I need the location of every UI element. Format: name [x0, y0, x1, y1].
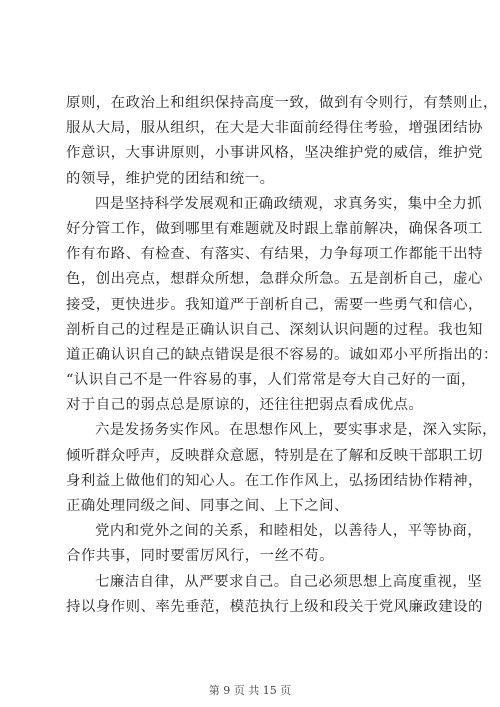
text-line: 六是发扬务实作风。在思想作风上，要实事求是，深入实际， [95, 422, 498, 439]
text-line: 道正确认识自己的缺点错误是很不容易的。诚如邓小平所指出的： [66, 346, 498, 363]
text-line: 作有布路、有检查、有落实、有结果，力争每项工作都能干出特 [66, 246, 483, 263]
text-line: 原则，在政治上和组织保持高度一致，做到有令则行，有禁则止， [66, 95, 498, 111]
text-line: “认识自己不是一件容易的事，人们常常是夸大自己好的一面， [66, 372, 476, 389]
text-line: 的领导，维护党的团结和统一。 [66, 170, 275, 187]
text-line: 党内和党外之间的关系，和睦相处，以善待人，平等协商， [95, 523, 483, 540]
text-line: 作意识，大事讲原则，小事讲风格，坚决维护党的威信，维护党 [66, 145, 483, 162]
body-text [66, 91, 498, 620]
text-line: 合作共事，同时要雷厉风行，一丝不苟。 [66, 548, 335, 565]
text-line: 色，创出亮点，想群众所想，急群众所急。五是剖析自己，虚心 [66, 271, 483, 288]
text-line: 身利益上做他们的知心人。在工作作风上，弘扬团结协作精神， [66, 472, 483, 489]
text-line: 好分管工作，做到哪里有难题就及时跟上靠前解决，确保各项工 [66, 220, 483, 237]
text-line: 接受，更快进步。我知道严于剖析自己，需要一些勇气和信心， [66, 296, 483, 313]
text-line: 剖析自己的过程是正确认识自己、深刻认识问题的过程。我也知 [66, 321, 483, 338]
text-line: 倾听群众呼声，反映群众意愿，特别是在了解和反映干部职工切 [66, 447, 483, 464]
text-line: 服从大局，服从组织，在大是大非面前经得住考验，增强团结协 [66, 120, 483, 137]
page-footer: 第 9 页 共 15 页 [208, 684, 292, 697]
text-line: 四是坚持科学发展观和正确政绩观，求真务实，集中全力抓 [95, 195, 483, 212]
text-line: 正确处理同级之间、同事之间、上下之间、 [66, 498, 349, 514]
text-line: 对于自己的弱点总是原谅的，还往往把弱点看成优点。 [66, 397, 424, 414]
text-line: 持以身作则、率先垂范，模范执行上级和段关于党风廉政建设的 [66, 598, 483, 615]
text-line: 七廉洁自律，从严要求自己。自己必须思想上高度重视，坚 [95, 573, 483, 590]
